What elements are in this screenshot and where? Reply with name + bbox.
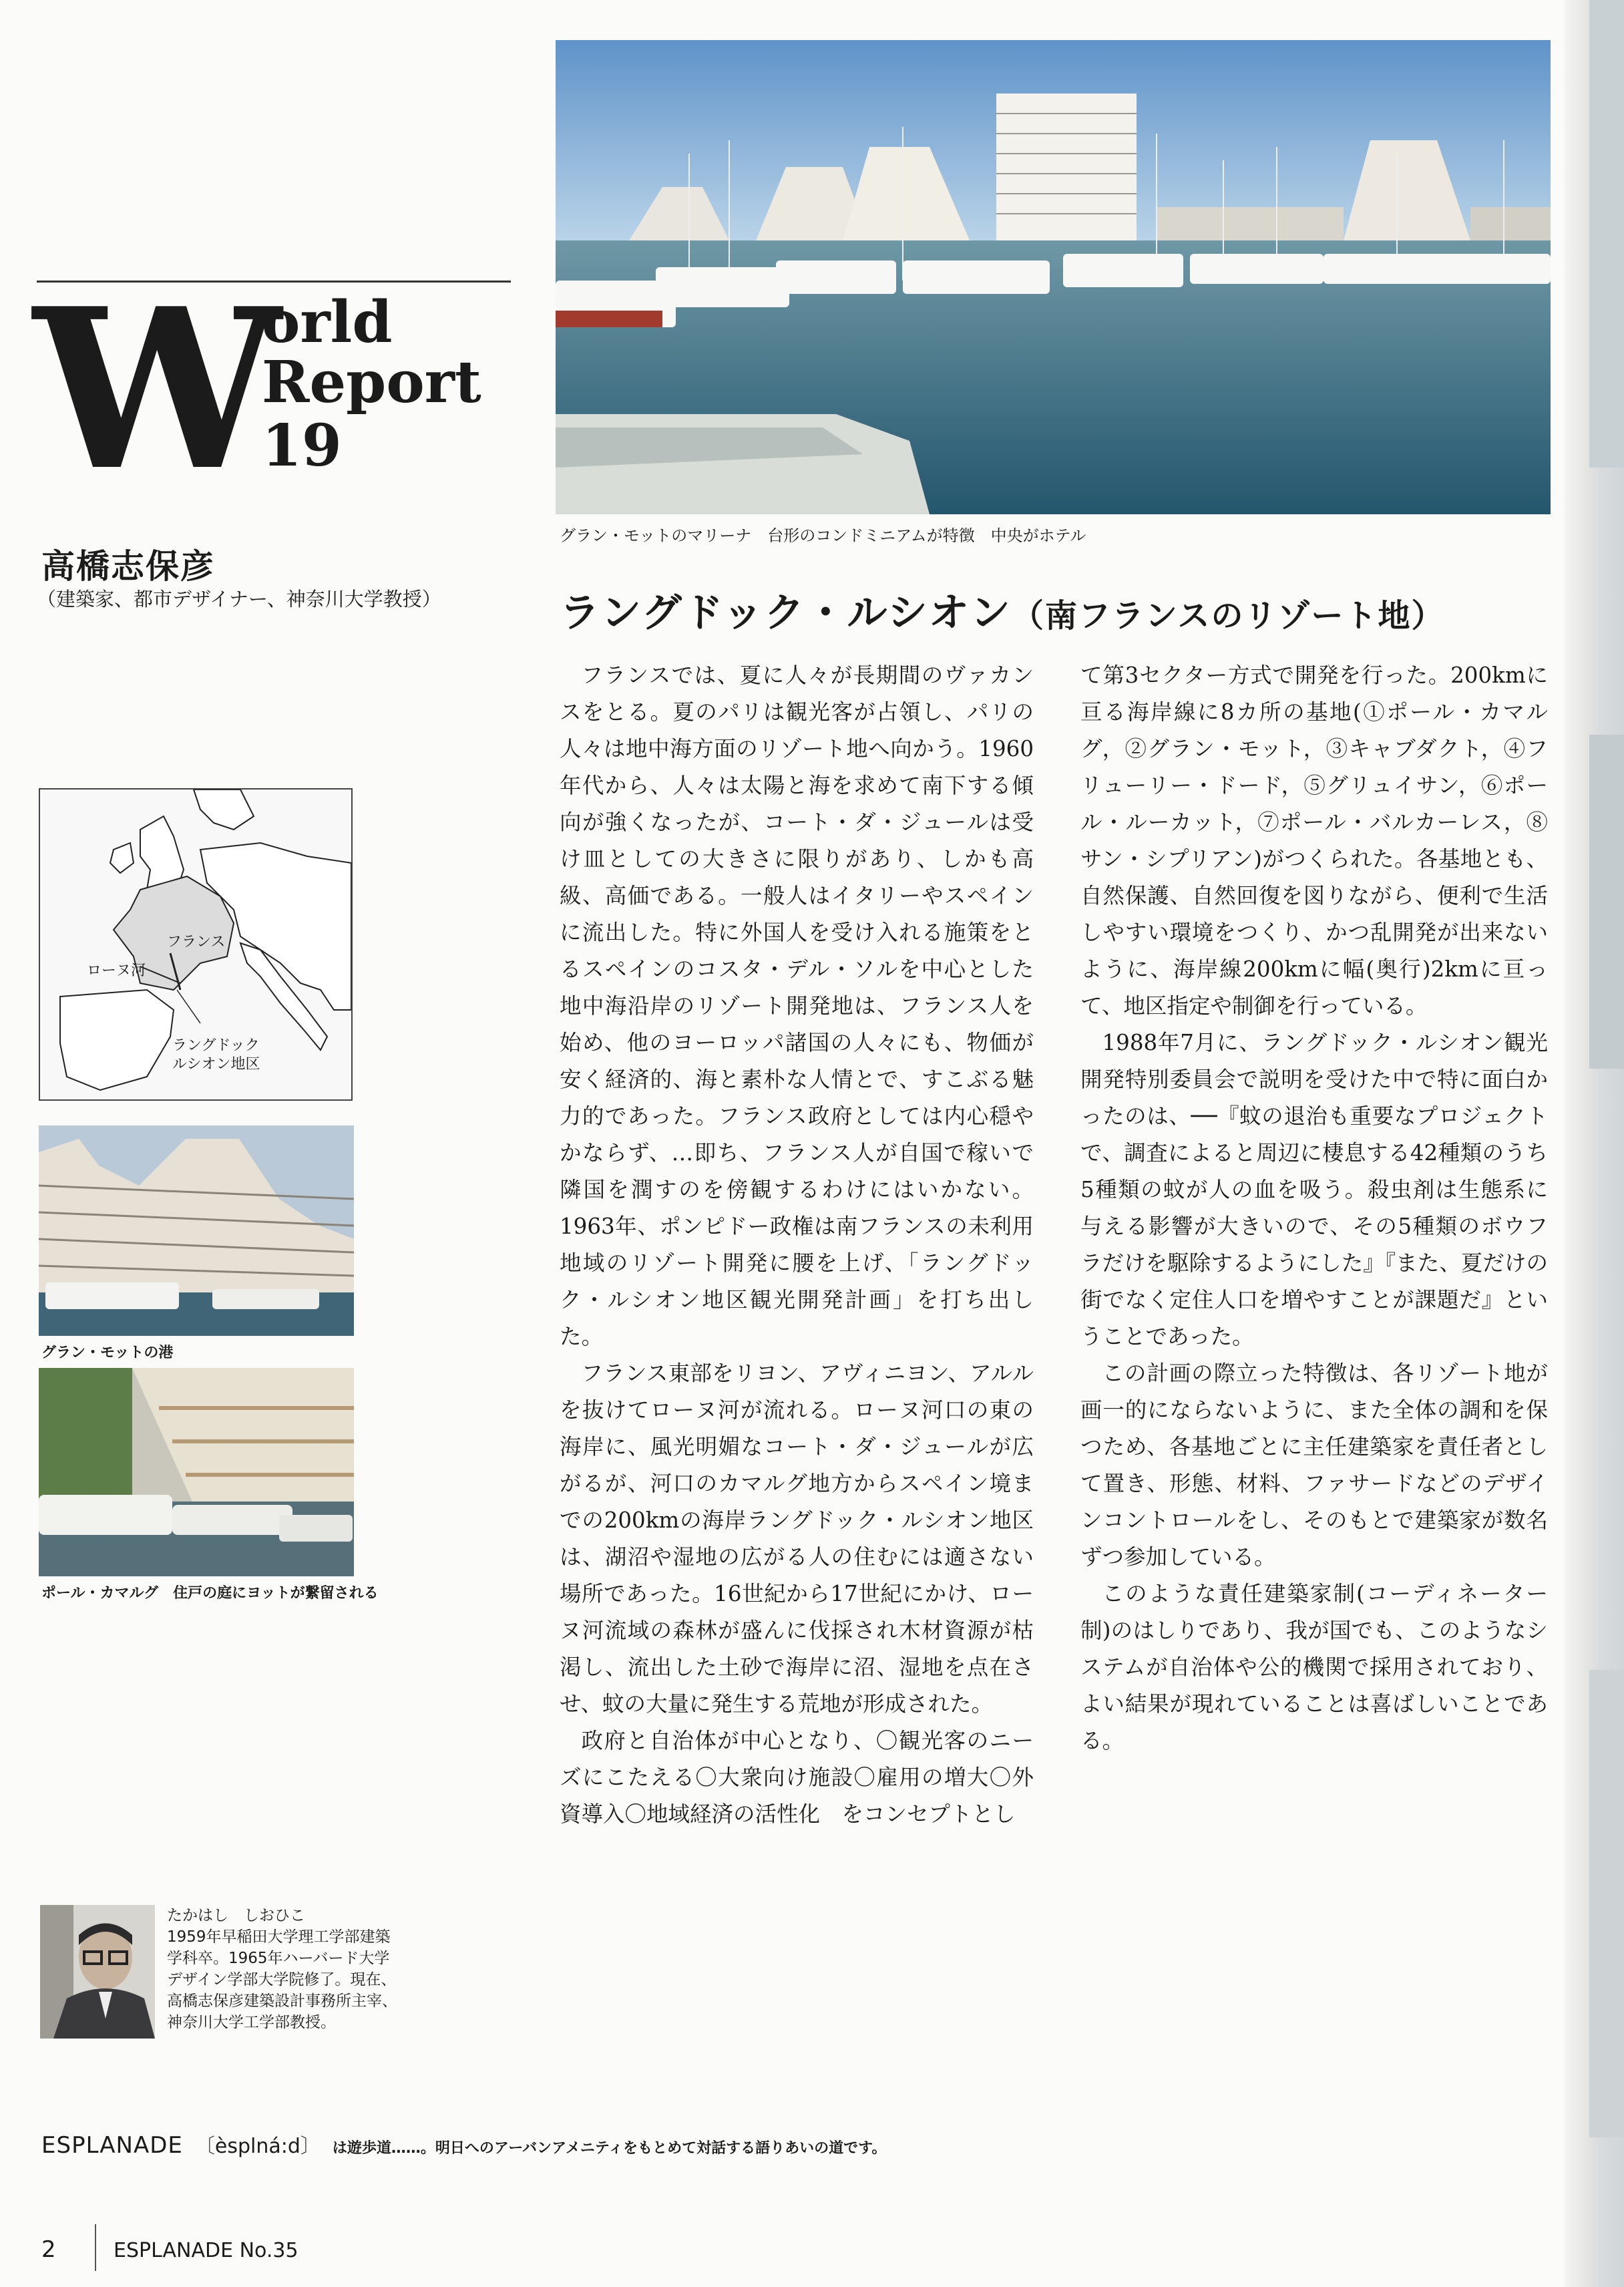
- footer-pronunciation: 〔èsplná:d〕: [194, 2135, 321, 2158]
- edge-strip: [1589, 735, 1624, 1069]
- photo2-caption: グラン・モットの港: [41, 1345, 174, 1361]
- logo-number: 19: [262, 412, 342, 480]
- paragraph: フランス東部をリヨン、アヴィニヨン、アルルを抜けてローヌ河が流れる。ローヌ河口の東の海岸に、風光明媚なコート・ダ・ジュールが広がるが、河口のカマルグ地方からスペイン境までの200kmの海岸ラングドック・ルシオン地区は、湖沼や湿地の広がる人の住むには適さない場所であった。16世紀から17世紀にかけ、ローヌ河流域の森林が盛んに伐採され木材資源が枯渇し、流出した土砂で海岸に沼、湿地を点在させ、蚊の大量に発生する荒地が形成された。: [560, 1361, 1034, 1717]
- author-name: 高橋志保彦: [41, 546, 215, 586]
- paragraph: 1988年7月に、ラングドック・ルシオン観光開発特別委員会で説明を受けた中で特に面白かったのは、──『蚊の退治も重要なプロジェクトで、調査によると周辺に棲息する42種類のうち5種類の蚊が人の血を吸う。殺虫剤は生態系に与える影響が大きいので、その5種類のボウフラだけを駆除するようにした』『また、夏だけの街でなく定住人口を増やすことが課題だ』ということであった。: [1080, 1030, 1548, 1349]
- paragraph: て第3セクター方式で開発を行った。200kmに亘る海岸線に8カ所の基地(①ポール・カマルグ，②グラン・モット，③キャブダクト，④フリューリー・ドード，⑤グリュイサン，⑥ポール・ルーカット，⑦ポール・バルカーレス，⑧サン・シプリアン)がつくられた。各基地とも、自然保護、自然回復を図りながら、便利で生活しやすい環境をつくり、かつ乱開発が出来ないように、海岸線200kmに幅(奥行)2kmに亘って、地区指定や制御を行っている。: [1080, 663, 1548, 1019]
- photo-grande-motte-harbor: [39, 1125, 354, 1336]
- page-edge: [1564, 0, 1624, 2287]
- logo-word-report: Report: [262, 349, 481, 416]
- paragraph: この計画の際立った特徴は、各リゾート地が画一的にならないように、また全体の調和を保つため、各基地ごとに主任建築家を責任者として置き、形態、材料、ファサードなどのデザインコントロールをし、そのもとで建築家が数名ずつ参加している。: [1080, 1361, 1548, 1570]
- article-title-sub: （南フランスのリゾート地）: [1011, 597, 1445, 635]
- port-illustration: [39, 1368, 354, 1576]
- issue-label: ESPLANADE No.35: [114, 2239, 298, 2262]
- article-column-right: [1080, 657, 1548, 1759]
- iberia-shape: [60, 990, 174, 1090]
- bio-line: 1959年早稲田大学理工学部建築: [167, 1928, 391, 1946]
- article-title-main: ラングドック・ルシオン: [560, 590, 1012, 637]
- edge-strip: [1589, 0, 1624, 468]
- footer-brand: ESPLANADE: [41, 2132, 183, 2159]
- europe-map: [39, 788, 353, 1101]
- bio-line: たかはし しおひこ: [167, 1907, 305, 1924]
- edge-strip: [1589, 1670, 1624, 2137]
- map-label-france: フランス: [167, 934, 226, 950]
- map-label-region-line: ラングドック: [172, 1037, 260, 1054]
- paragraph: 政府と自治体が中心となり、〇観光客のニーズにこたえる〇大衆向け施設〇雇用の増大〇外資導入〇地域経済の活性化 をコンセプトとし: [560, 1728, 1034, 1827]
- bio-line: 高橋志保彦建築設計事務所主宰、: [167, 1992, 397, 2010]
- logo-word-orld: orld: [262, 289, 393, 356]
- bio-line: 神奈川大学工学部教授。: [167, 2014, 336, 2031]
- article-column-left: [560, 657, 1034, 1833]
- map-label-region-line: ルシオン地区: [172, 1055, 260, 1073]
- footer-text: は遊歩道……。明日へのアーバンアメニティをもとめて対話する語りあいの道です。: [332, 2140, 887, 2157]
- bio-line: デザイン学部大学院修了。現在、: [167, 1971, 397, 1988]
- portrait-illustration: [40, 1905, 155, 2039]
- article-title: [560, 581, 1444, 639]
- map-label-rhone: ローヌ河: [87, 962, 146, 979]
- marina-illustration: [556, 40, 1551, 514]
- author-role: （建築家、都市デザイナー、神奈川大学教授）: [37, 588, 441, 610]
- author-portrait: [40, 1905, 155, 2039]
- footer-divider: [95, 2224, 96, 2271]
- photo3-caption: ポール・カマルグ 住戸の庭にヨットが繋留される: [41, 1585, 379, 1602]
- harbor-illustration: [39, 1125, 354, 1336]
- paragraph: このような責任建築家制(コーディネーター制)のはしりであり、我が国でも、このようなシステムが自治体や公的機関で採用されており、よい結果が現れていることは喜ばしいことである。: [1080, 1581, 1548, 1753]
- bio-line: 学科卒。1965年ハーバード大学: [167, 1950, 390, 1967]
- footer-tagline: [41, 2129, 886, 2159]
- author-bio: [167, 1905, 434, 2033]
- hotel-tower: [996, 94, 1137, 240]
- hero-caption: グラン・モットのマリーナ 台形のコンドミニアムが特徴 中央がホテル: [560, 526, 1086, 545]
- ireland-shape: [110, 843, 134, 873]
- map-label-region: [172, 1037, 260, 1073]
- photo-port-camargue: [39, 1368, 354, 1576]
- logo-letter-w: W: [33, 260, 274, 519]
- paragraph: フランスでは、夏に人々が長期間のヴァカンスをとる。夏のパリは観光客が占領し、パリの人々は地中海方面のリゾート地へ向かう。1960年代から、人々は太陽と海を求めて南下する傾向が強くなったが、コート・ダ・ジュールは受け皿としての大きさに限りがあり、しかも高級、高価である。一般人はイタリーやスペインに流出した。特に外国人を受け入れる施策をとるスペインのコスタ・デル・ソルを中心とした地中海沿岸のリゾート開発地は、フランス人を始め、他のヨーロッパ諸国の人々にも、物価が安く経済的、海と素朴な人情とで、すこぶる魅力的であった。フランス政府としては内心穏やかならず、…即ち、フランス人が自国で稼いで隣国を潤すのを傍観するわけにはいかない。1963年、ポンピドー政権は南フランスの未利用地域のリゾート開発に腰を上げ、「ラングドック・ルシオン地区観光開発計画」を打ち出した。: [560, 663, 1034, 1349]
- page-number: 2: [41, 2236, 56, 2263]
- hero-photo-marina: [556, 40, 1551, 514]
